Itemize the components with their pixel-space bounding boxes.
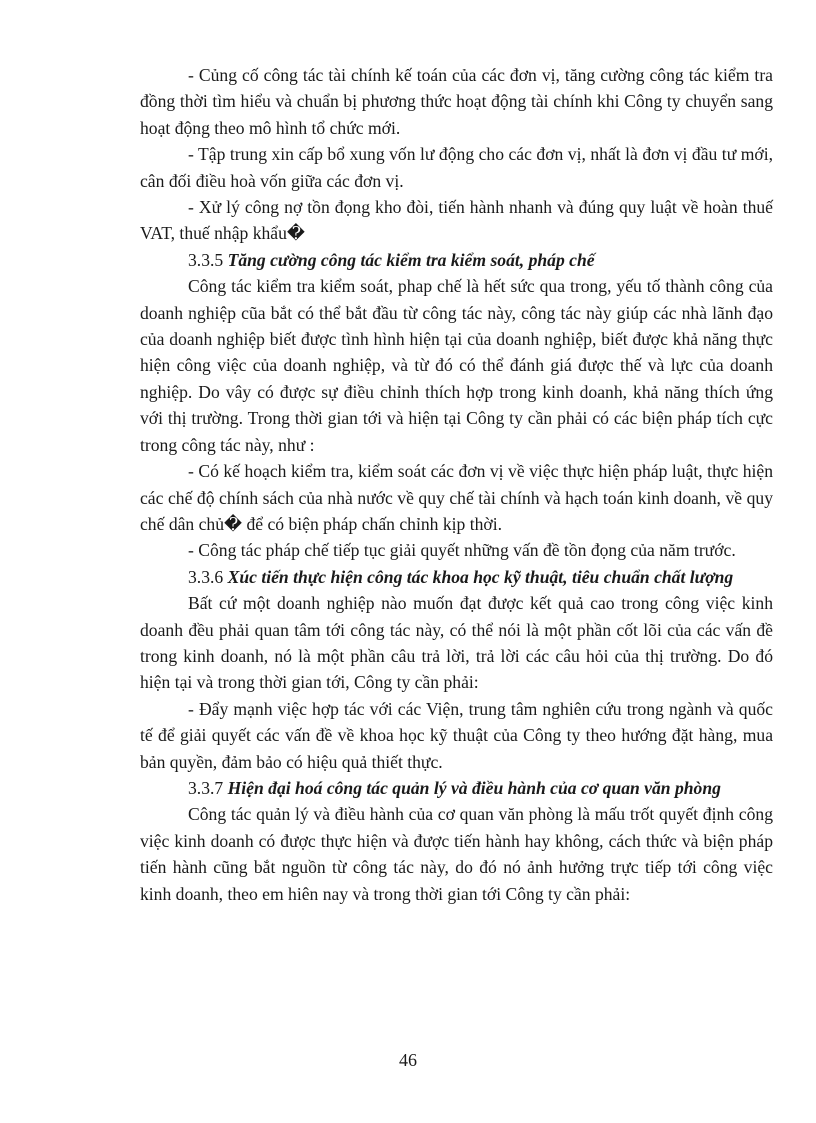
section-number: 3.3.7 bbox=[188, 777, 228, 798]
section-heading-3-3-5 bbox=[140, 247, 773, 273]
section-heading-3-3-7 bbox=[140, 775, 773, 801]
section-title: Hiện đại hoá công tác quản lý và điều hành của cơ quan văn phòng bbox=[227, 777, 721, 798]
paragraph: Công tác kiểm tra kiểm soát, phap chế là hết sức qua trong, yếu tố thành công của doanh nghiệp cũa bắt có thể bắt đầu từ công tác này, công tác này giúp các nhà lãnh đạo của doanh nghiệp biết được tình hình hiện tại của doanh nghiệp, biết được khả năng thực hiện công việc của doanh nghiệp, và từ đó có thể đánh giá được thế và lực của doanh nghiệp. Do vây có được sự điều chỉnh thích hợp trong kinh doanh, khả năng thích ứng với thị trường. Trong thời gian tới và hiện tại Công ty cần phải có các biện pháp tích cực trong công tác này, như : bbox=[140, 276, 773, 455]
paragraph: Bất cứ một doanh nghiệp nào muốn đạt được kết quả cao trong công việc kinh doanh đều phải quan tâm tới công tác này, có thể nói là một phần cốt lõi của các vấn đề trong kinh doanh, nó là một phần câu trả lời, trả lời các câu hỏi của thị trường. Do đó hiện tại và trong thời gian tới, Công ty cần phải: bbox=[140, 593, 773, 693]
section-title: Xúc tiến thực hiện công tác khoa học kỹ thuật, tiêu chuẩn chất lượng bbox=[227, 566, 734, 587]
paragraph: - Củng cố công tác tài chính kế toán của các đơn vị, tăng cường công tác kiểm tra đồng thời tìm hiểu và chuẩn bị phương thức hoạt động tài chính khi Công ty chuyển sang hoạt động theo mô hình tổ chức mới. bbox=[140, 65, 773, 138]
section-number: 3.3.6 bbox=[188, 566, 228, 587]
paragraph: - Có kế hoạch kiểm tra, kiểm soát các đơn vị về việc thực hiện pháp luật, thực hiện các chế độ chính sách của nhà nước về quy chế tài chính và hạch toán kinh doanh, về quy chế dân chủ� để có biện pháp chấn chỉnh kịp thời. bbox=[140, 461, 773, 534]
page-number: 46 bbox=[399, 1050, 417, 1070]
document-body bbox=[140, 62, 773, 907]
section-heading-3-3-6 bbox=[140, 564, 773, 590]
paragraph: - Đẩy mạnh việc hợp tác với các Viện, trung tâm nghiên cứu trong ngành và quốc tế để giải quyết các vấn đề về khoa học kỹ thuật của Công ty theo hướng đặt hàng, mua bản quyền, đảm bảo có hiệu quả thiết thực. bbox=[140, 698, 773, 772]
section-number: 3.3.5 bbox=[188, 249, 228, 270]
section-title: Tăng cường công tác kiểm tra kiểm soát, pháp chế bbox=[227, 249, 595, 270]
paragraph: - Công tác pháp chế tiếp tục giải quyết những vấn đề tồn đọng của năm trước. bbox=[188, 540, 736, 561]
paragraph: - Tập trung xin cấp bổ xung vốn lư động cho các đơn vị, nhất là đơn vị đầu tư mới, cân đối điều hoà vốn giữa các đơn vị. bbox=[140, 144, 773, 191]
paragraph: Công tác quản lý và điều hành của cơ quan văn phòng là mấu trốt quyết định công việc kinh doanh có được thực hiện và được tiến hành hay không, cách thức và biện pháp tiến hành cũng bắt nguồn từ công tác này, do đó nó ảnh hưởng trực tiếp tới công việc kinh doanh, theo em hiên nay và trong thời gian tới Công ty cần phải: bbox=[140, 804, 773, 904]
paragraph: - Xử lý công nợ tồn đọng kho đòi, tiến hành nhanh và đúng quy luật về hoàn thuế VAT, thuế nhập khẩu� bbox=[140, 197, 773, 244]
